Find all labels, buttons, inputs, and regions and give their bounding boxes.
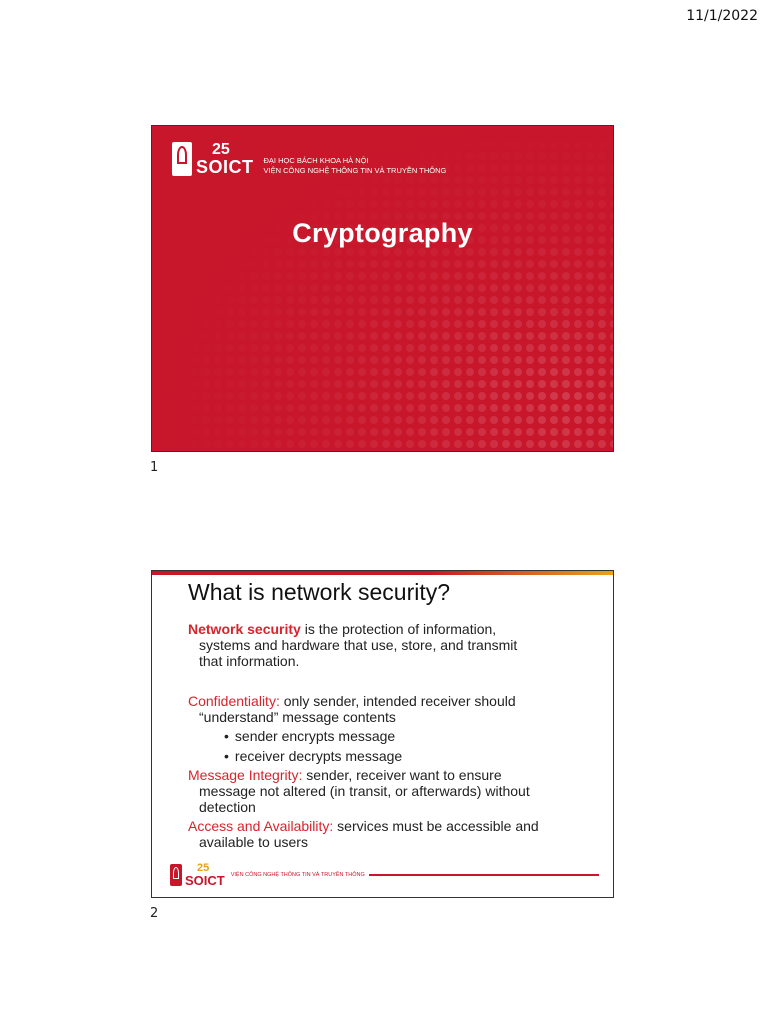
logo-institution-text: ĐẠI HỌC BÁCH KHOA HÀ NỘI VIỆN CÔNG NGHỆ THÔNG TIN VÀ TRUYỀN THÔNG [263,156,447,175]
hust-crest-icon [170,864,182,886]
footer-logo-name: SOICT [185,873,225,888]
slide-1 [151,125,614,452]
slide-footer [170,863,599,887]
footer-institution-text: VIỆN CÔNG NGHỆ THÔNG TIN VÀ TRUYỀN THÔNG [230,872,365,878]
slide-heading: What is network security? [188,579,451,605]
page-number-1: 1 [150,460,159,475]
hust-crest-icon [172,142,192,176]
confidentiality-paragraph: Confidentiality: only sender, intended receiver should “understand” message contents [188,693,516,725]
slide-2 [151,570,614,898]
page-number-2: 2 [150,906,159,921]
bullet-item: • sender encrypts message [224,727,598,745]
slide-top-bar [152,571,613,575]
bullet-item: • receiver decrypts message [224,747,598,765]
availability-paragraph: Access and Availability: services must be accessible and available to users [188,818,539,850]
footer-logo-number: 25 [197,862,210,874]
slide-body [188,621,598,850]
soict-logo [172,142,446,176]
footer-divider [369,874,599,876]
logo-name: SOICT [196,157,254,177]
document-date: 11/1/2022 [686,8,758,24]
integrity-paragraph: Message Integrity: sender, receiver want to ensure message not altered (in transit, or afterwards) without detection [188,767,530,815]
slide-title: Cryptography [292,218,473,248]
intro-paragraph: Network security is the protection of information, systems and hardware that use, store, and transmit that information. [188,621,518,669]
logo-anniversary-number: 25 [212,141,230,158]
